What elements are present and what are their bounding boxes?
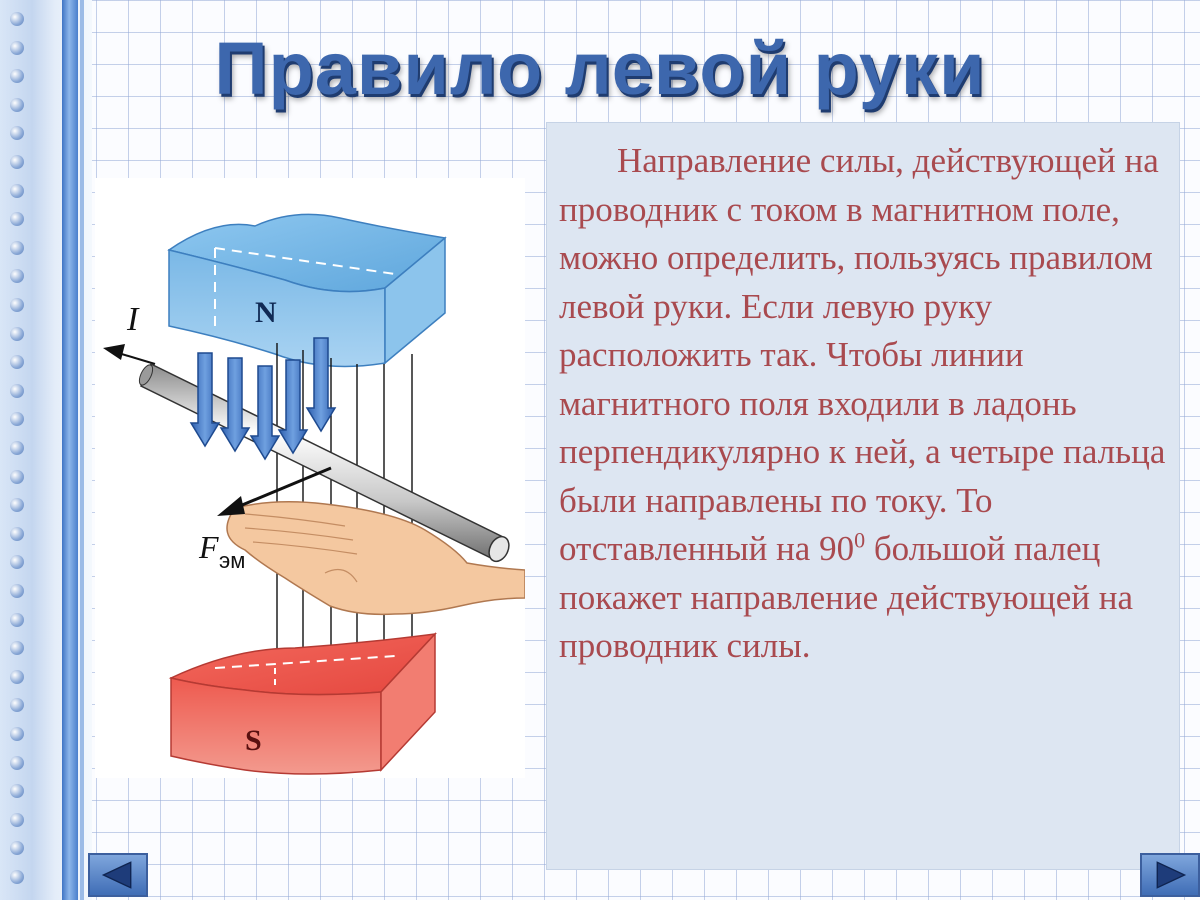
spine-ring [10,584,24,598]
spine-ring [10,184,24,198]
current-label: I [127,301,139,338]
degree-superscript: 0 [854,527,866,553]
explanation-text-part2: большой палец покажет направление действующей на проводник силы. [559,529,1134,665]
previous-slide-button[interactable] [88,853,148,897]
slide-title: Правило левой руки [214,27,986,110]
next-slide-button[interactable] [1140,853,1200,897]
spine-ring [10,384,24,398]
force-subscript: эм [219,548,246,573]
spine-bar [62,0,78,900]
left-hand-rule-illustration [95,178,525,778]
spine-ring [10,670,24,684]
illustration-svg [95,178,525,778]
explanation-text-part1: Направление силы, действующей на проводник с током в магнитном поле, можно определить, пользуясь правилом левой руки. Если левую руку расположить так. Чтобы линии магнитного поля входили в ладонь перпендикулярно к ней, а четыре пальца были направлены по току. То отставленный на 90 [559,141,1166,568]
spine-ring [10,327,24,341]
north-pole-label: N [255,296,277,329]
spine-ring [10,813,24,827]
triangle-right-icon [1142,855,1198,895]
spine-ring [10,155,24,169]
spine-ring [10,613,24,627]
spine-ring [10,727,24,741]
south-pole-label: S [245,724,262,757]
spine-ring [10,756,24,770]
spine-ring [10,470,24,484]
explanation-panel [546,122,1180,870]
spine-ring [10,527,24,541]
triangle-left-icon [90,855,146,895]
spine-ring [10,441,24,455]
spine-ring [10,870,24,884]
spine-ring [10,241,24,255]
explanation-text [559,137,1169,671]
spine-ring [10,298,24,312]
spine-ring [10,12,24,26]
spine-bar-edge [80,0,84,900]
force-label: F [199,529,219,565]
